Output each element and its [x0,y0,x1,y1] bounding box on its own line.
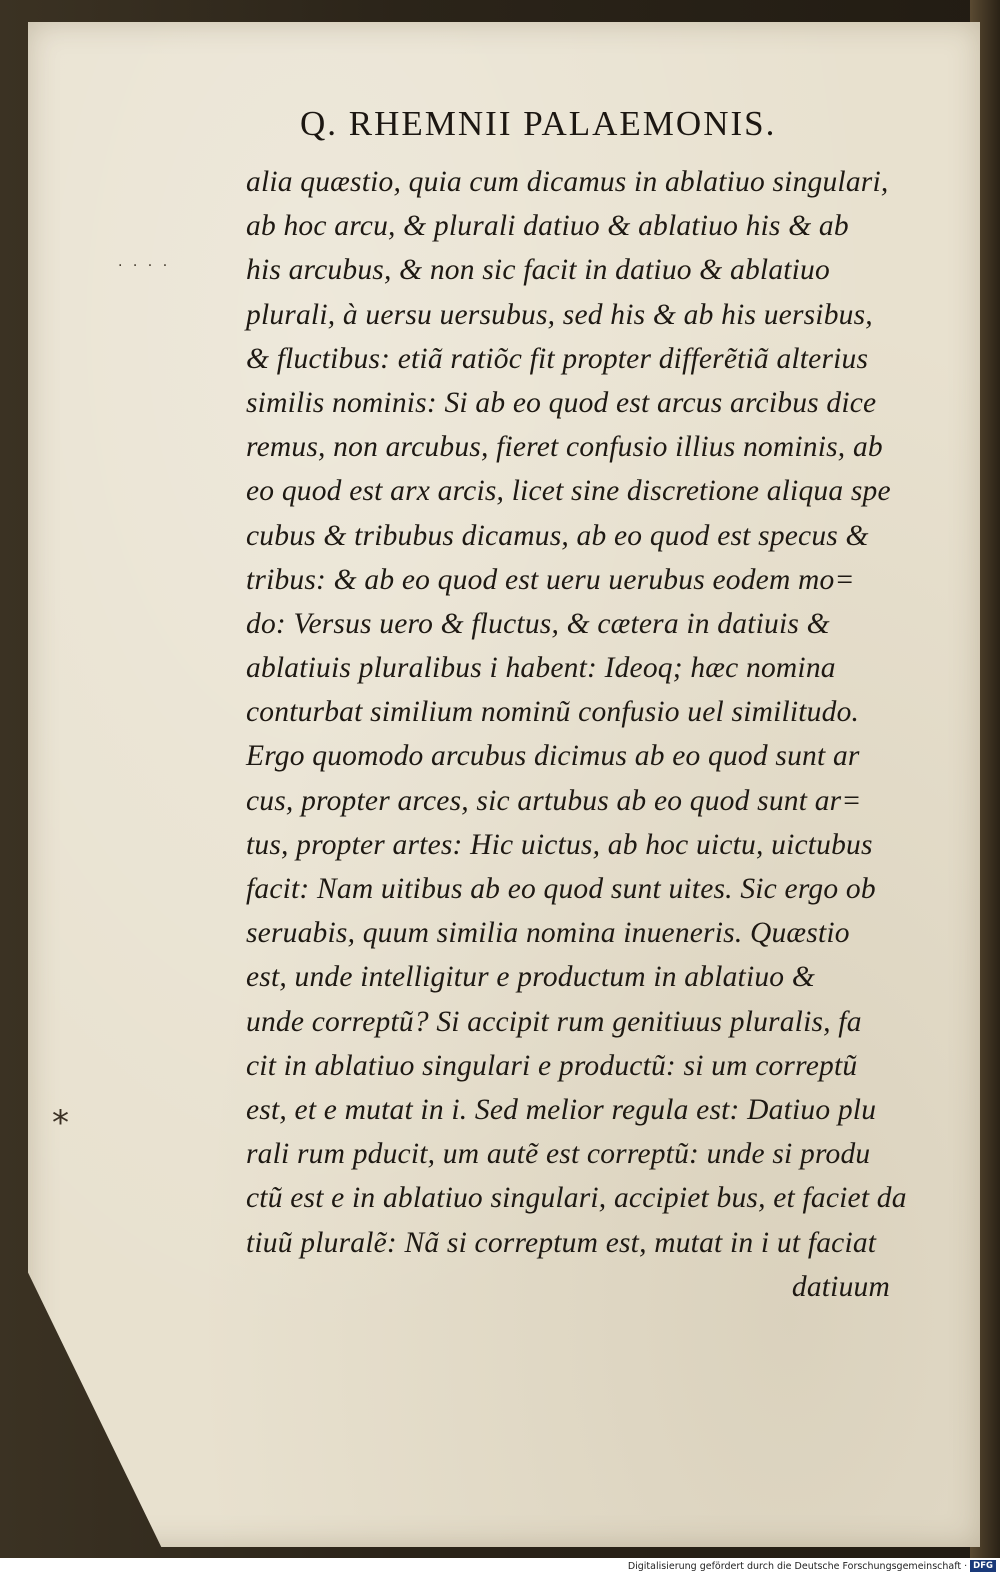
text-line: tus, propter artes: Hic uictus, ab hoc uictu, uictubus [246,828,873,861]
text-line: plurali, à uersu uersubus, sed his & ab his uersibus, [246,298,873,331]
text-line: tribus: & ab eo quod est ueru uerubus eodem mo= [246,563,855,596]
text-line: rali rum pducit, um autẽ est correptũ: unde si produ [246,1138,871,1171]
text-line: similis nominis: Si ab eo quod est arcus arcibus dice [246,386,877,419]
text-line: Ergo quomodo arcubus dicimus ab eo quod sunt ar [246,740,860,773]
dfg-logo: DFG [970,1560,996,1572]
text-line: est, et e mutat in i. Sed melior regula est: Datiuo plu [246,1093,877,1126]
text-line: & fluctibus: etiã ratiõc fit propter differẽtiã alterius [246,342,869,375]
footer-strip [0,1558,600,1575]
margin-star-mark: * [52,1103,69,1143]
text-line: seruabis, quum similia nomina inueneris. Quæstio [246,917,850,950]
credit-text: Digitalisierung gefördert durch die Deutsche Forschungsgemeinschaft · [627,1561,968,1572]
text-line: his arcubus, & non sic facit in datiuo & ablatiuo [246,254,830,287]
text-line: ctũ est e in ablatiuo singulari, accipiet bus, et faciet da [246,1182,907,1215]
text-line: ab hoc arcu, & plurali datiuo & ablatiuo his & ab [246,210,849,243]
text-line: remus, non arcubus, fieret confusio illius nominis, ab [246,431,883,464]
margin-dots: · · · · [118,258,171,274]
text-line: ablatiuis pluralibus i habent: Ideoq; hæc nomina [246,652,836,685]
text-line: cit in ablatiuo singulari e productũ: si um correptũ [246,1049,858,1082]
text-line: est, unde intelligitur e productum in ablatiuo & [246,961,815,994]
text-line: tiuũ pluralẽ: Nã si correptum est, mutat in i ut faciat [246,1226,877,1259]
digitization-credit [600,1558,1000,1575]
catchword: datiuum [791,1270,890,1303]
text-line: do: Versus uero & fluctus, & cætera in datiuis & [246,607,830,640]
text-line: facit: Nam uitibus ab eo quod sunt uites. Sic ergo ob [246,873,876,905]
text-line: alia quæstio, quia cum dicamus in ablatiuo singulari, [246,166,889,198]
running-head: Q. RHEMNII PALAEMONIS. [300,104,777,143]
text-line: eo quod est arx arcis, licet sine discretione aliqua spe [246,475,891,508]
text-line: conturbat similium nominũ confusio uel similitudo. [246,696,860,729]
text-line: cus, propter arces, sic artubus ab eo quod sunt ar= [246,784,862,817]
text-block [246,160,906,1309]
text-line: unde correptũ? Si accipit rum genitiuus pluralis, fa [246,1005,862,1038]
text-line: cubus & tribubus dicamus, ab eo quod est specus & [246,519,869,552]
